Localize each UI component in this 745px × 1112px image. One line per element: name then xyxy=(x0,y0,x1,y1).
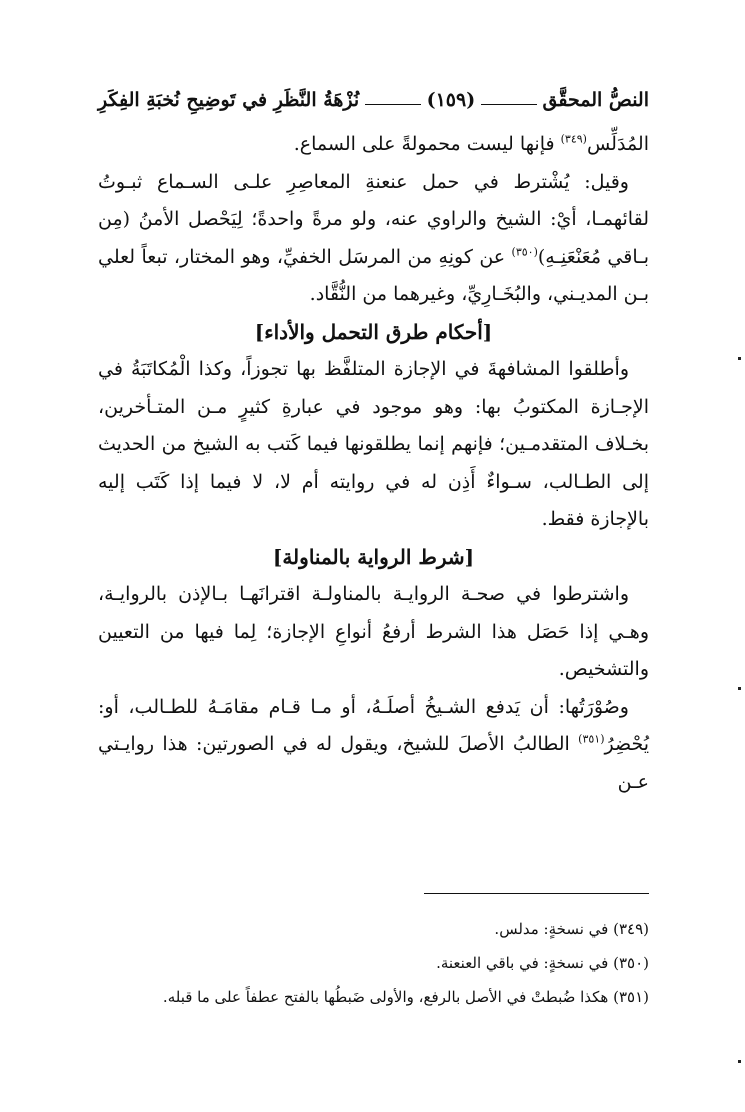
main-text xyxy=(98,126,649,801)
section-heading-transmission: [أحكام طرق التحمل والأداء] xyxy=(254,319,493,344)
p2-text: وقيل: يُشْترط في حمل عنعنةِ المعاصِرِ علـى السـماع ثبـوتُ لقائهمـا، أيْ: الشيخ والراوي عنه، ولو مرةً واحدةً؛ لِيَحْصل الأمنُ (مِن بـاقي مُعَنْعَنِـهِ) xyxy=(98,170,649,268)
header-section-title: النصُّ المحقَّق xyxy=(542,89,649,111)
margin-dot xyxy=(738,1060,741,1063)
paragraph-3: وأطلقوا المشافهةَ في الإجازة المتلفَّظ بها تجوزاً، وكذا الْمُكاتَبَةُ في الإجـازة المكتوبُ بها: وهو موجود في عبارةِ كثيرٍ مـن المتـأخرين، بخـلاف المتقدمـين؛ فإنهم إنما يطلقونها فيما كَتب به الشيخ من الحديث إلى الطـالب، سـواءٌ أَذِن له في روايته أم لا، لا فيما إذا كَتَب إليه بالإجازة فقط. xyxy=(98,358,649,530)
footnote-ref-350: (٣٥٠) xyxy=(511,245,538,259)
paragraph-1 xyxy=(98,126,649,164)
footnotes xyxy=(98,912,649,1014)
p1-rest: فإنها ليست محمولةً على السماع. xyxy=(293,133,561,155)
header-book-title: نُزْهَةُ النَّظَرِ في تَوضِيحِ نُخبَةِ الفِكَرِ xyxy=(98,89,360,111)
footnote-351: (٣٥١) هكذا ضُبطتْ في الأصل بالرفع، والأولى ضَبطُها بالفتح عطفاً على ما قبله. xyxy=(162,988,649,1006)
page-number: (١٥٩) xyxy=(426,89,476,111)
footnote-349: (٣٤٩) في نسخةٍ: مدلس. xyxy=(494,920,649,938)
section-heading-munawala: [شرط الرواية بالمناولة] xyxy=(272,544,475,569)
paragraph-2 xyxy=(98,164,649,314)
p5-text: وصُوْرَتُها: أن يَدفع الشـيخُ أصلَـهُ، أو مـا قـام مقامَـهُ للطـالب، أو: يُحْضِرُ xyxy=(98,695,649,755)
footnote-ref-351: (٣٥١) xyxy=(578,732,605,746)
header-rule-left xyxy=(365,104,420,105)
paragraph-5 xyxy=(98,689,649,802)
margin-dot xyxy=(738,357,741,360)
margin-dot xyxy=(738,687,741,690)
running-header xyxy=(98,86,649,114)
p2-rest: عن كونِهِ من المرسَل الخفيِّ، وهو المختار، تبعاً لعلي بـن المديـني، والبُخَـارِيِّ، وغيرهما من النُّقَّاد. xyxy=(98,245,649,305)
paragraph-4: واشترطوا في صحـة الروايـة بالمناولـة اقترانَهـا بـالإذن بالروايـة، وهـي إذا حَصَل هذا الشرط أرفعُ أنواعِ الإجازة؛ لِما فيها من التعيين والتشخيص. xyxy=(98,583,649,680)
header-rule-right xyxy=(481,104,536,105)
p1-text: المُدَلِّس xyxy=(586,133,649,155)
footnote-ref-349: (٣٤٩) xyxy=(560,132,587,146)
footnote-350: (٣٥٠) في نسخةٍ: في باقي العنعنة. xyxy=(436,954,649,972)
footnote-separator xyxy=(424,893,649,894)
p5-rest: الطالبُ الأصلَ للشيخ، ويقول له في الصورتين: هذا روايـتي عـن xyxy=(98,733,649,793)
